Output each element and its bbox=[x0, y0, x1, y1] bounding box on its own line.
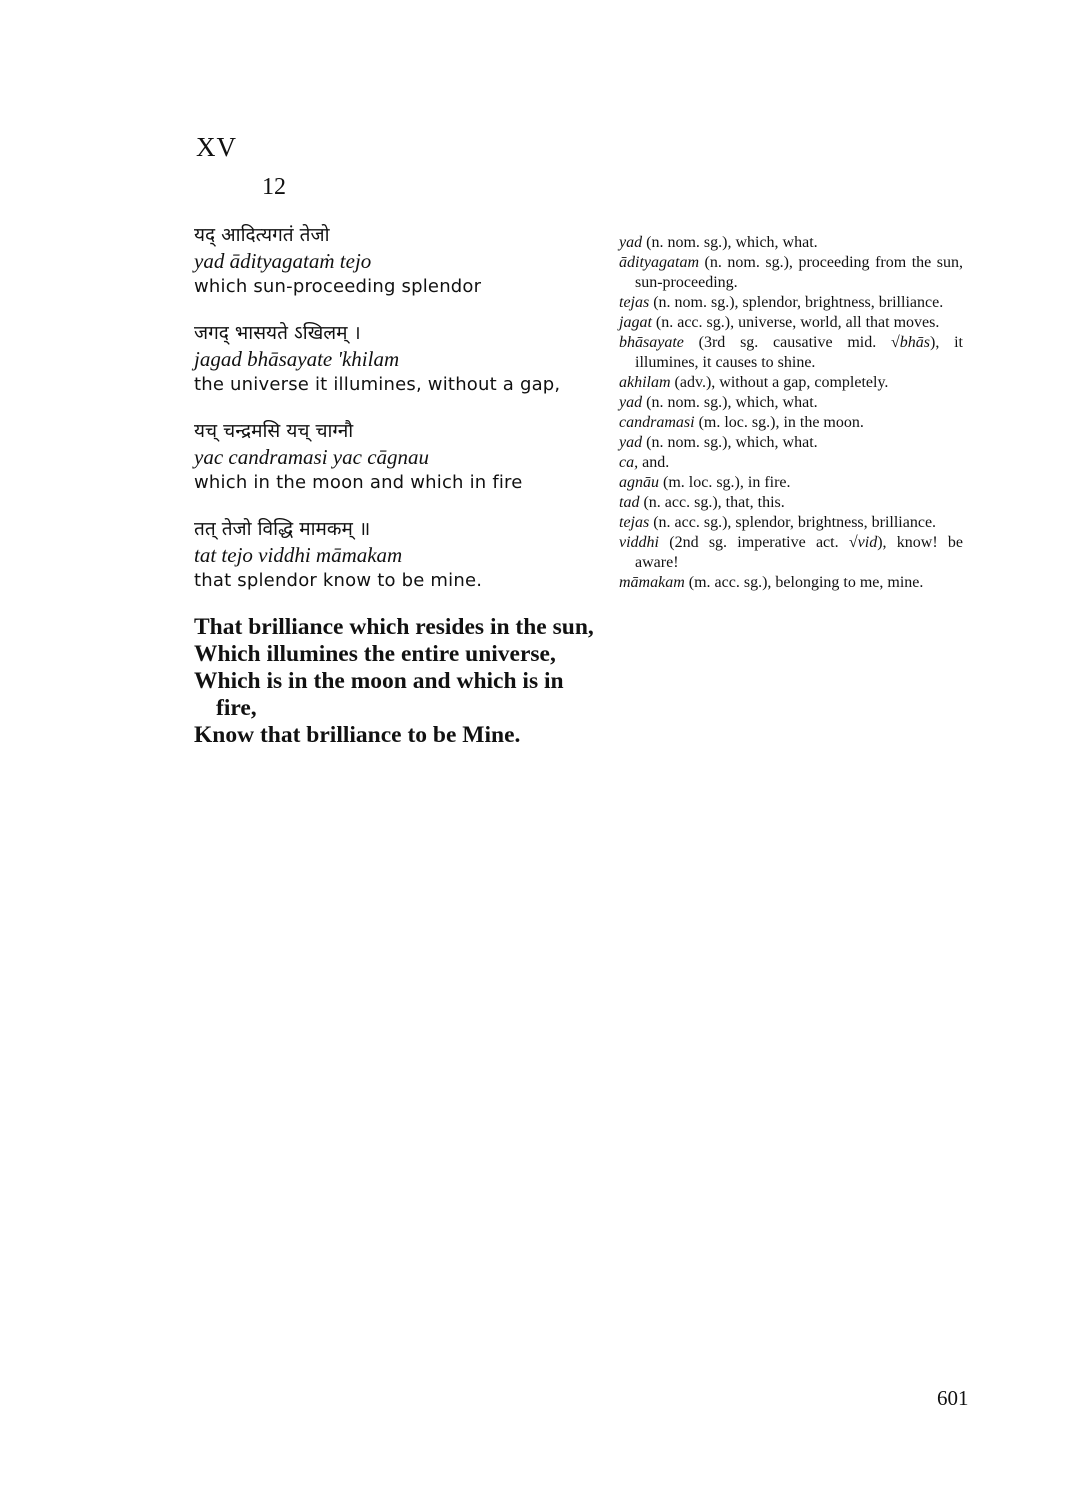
verse-line-group bbox=[194, 222, 594, 300]
devanagari-line: यच् चन्द्रमसि यच् चाग्नौ bbox=[194, 420, 354, 442]
literal-translation-line: the universe it illumines, without a gap, bbox=[194, 374, 561, 395]
glossary-term: bhāsayate bbox=[619, 334, 684, 351]
glossary-entry bbox=[619, 473, 963, 493]
glossary-definition: (n. nom. sg.), proceeding from the sun, sun-proceeding. bbox=[635, 254, 963, 291]
literal-translation-line: which sun-proceeding splendor bbox=[194, 276, 482, 297]
glossary-term: ca, bbox=[619, 454, 639, 471]
glossary-term: candramasi bbox=[619, 414, 695, 431]
glossary-definition: (n. acc. sg.), universe, world, all that moves. bbox=[651, 314, 940, 331]
glossary-term: viddhi bbox=[619, 534, 659, 551]
glossary-entry bbox=[619, 253, 963, 293]
glossary-definition-tail: ), know! be aware! bbox=[635, 534, 963, 571]
glossary-entry bbox=[619, 513, 963, 533]
page-number: 601 bbox=[937, 1386, 969, 1410]
glossary-term: akhilam bbox=[619, 374, 671, 391]
chapter-heading: XV bbox=[196, 132, 237, 162]
glossary-entry bbox=[619, 533, 963, 573]
translation-line: Which is in the moon and which is in fire, bbox=[194, 668, 564, 721]
transliteration-line: yac candramasi yac cāgnau bbox=[194, 445, 430, 469]
glossary-term: tejas bbox=[619, 514, 650, 531]
glossary-entry bbox=[619, 233, 963, 253]
glossary-definition: (adv.), without a gap, completely. bbox=[670, 374, 889, 391]
glossary-definition: (m. loc. sg.), in the moon. bbox=[694, 414, 864, 431]
glossary-entry bbox=[619, 433, 963, 453]
english-translation bbox=[194, 614, 594, 749]
glossary-root: vid bbox=[857, 534, 878, 551]
glossary-term: agnāu bbox=[619, 474, 659, 491]
translation-line: Which illumines the entire universe, bbox=[194, 641, 556, 667]
glossary-definition: (n. nom. sg.), which, what. bbox=[642, 394, 818, 411]
glossary-definition-tail: ), it illumines, it causes to shine. bbox=[635, 334, 963, 371]
verse-line-group bbox=[194, 320, 594, 398]
glossary-entry bbox=[619, 313, 963, 333]
transliteration-line: tat tejo viddhi māmakam bbox=[194, 543, 403, 567]
glossary-definition: (2nd sg. imperative act. √ bbox=[659, 534, 858, 551]
verse-column bbox=[194, 222, 594, 749]
verse-line-group bbox=[194, 418, 594, 496]
transliteration-line: yad ādityagataṁ tejo bbox=[194, 249, 372, 273]
translation-line: Know that brilliance to be Mine. bbox=[194, 722, 521, 748]
glossary-term: māmakam bbox=[619, 574, 685, 591]
glossary-definition: and. bbox=[638, 454, 670, 471]
glossary-entry bbox=[619, 293, 963, 313]
glossary-definition: (n. nom. sg.), splendor, brightness, brilliance. bbox=[649, 294, 944, 311]
glossary-term: yad bbox=[619, 394, 643, 411]
literal-translation-line: which in the moon and which in fire bbox=[194, 472, 523, 493]
glossary-term: ādityagatam bbox=[619, 254, 699, 271]
glossary-entry bbox=[619, 413, 963, 433]
glossary-entry bbox=[619, 393, 963, 413]
glossary-definition: (m. loc. sg.), in fire. bbox=[659, 474, 791, 491]
glossary-entry bbox=[619, 573, 963, 593]
glossary-root: bhās bbox=[899, 334, 931, 351]
glossary-entry bbox=[619, 493, 963, 513]
glossary-definition: (m. acc. sg.), belonging to me, mine. bbox=[684, 574, 924, 591]
transliteration-line: jagad bhāsayate 'khilam bbox=[194, 347, 400, 371]
devanagari-line: तत् तेजो विद्धि मामकम् ॥ bbox=[194, 518, 371, 540]
glossary-term: tejas bbox=[619, 294, 650, 311]
devanagari-line: जगद् भासयते ऽखिलम् । bbox=[194, 322, 361, 344]
glossary-entry bbox=[619, 333, 963, 373]
translation-line: That brilliance which resides in the sun, bbox=[194, 614, 594, 640]
glossary-definition: (n. acc. sg.), that, this. bbox=[639, 494, 785, 511]
glossary-definition: (n. nom. sg.), which, what. bbox=[642, 234, 818, 251]
glossary-entry bbox=[619, 373, 963, 393]
glossary-definition: (n. nom. sg.), which, what. bbox=[642, 434, 818, 451]
literal-translation-line: that splendor know to be mine. bbox=[194, 570, 483, 591]
glossary-term: jagat bbox=[619, 314, 652, 331]
glossary-term: tad bbox=[619, 494, 640, 511]
glossary-column bbox=[619, 233, 963, 593]
glossary-definition: (3rd sg. causative mid. √ bbox=[683, 334, 900, 351]
verse-line-group bbox=[194, 516, 594, 594]
verse-number: 12 bbox=[262, 174, 286, 200]
glossary-term: yad bbox=[619, 234, 643, 251]
devanagari-line: यद् आदित्यगतं तेजो bbox=[194, 224, 330, 246]
glossary-entry bbox=[619, 453, 963, 473]
glossary-definition: (n. acc. sg.), splendor, brightness, brilliance. bbox=[649, 514, 937, 531]
glossary-term: yad bbox=[619, 434, 643, 451]
